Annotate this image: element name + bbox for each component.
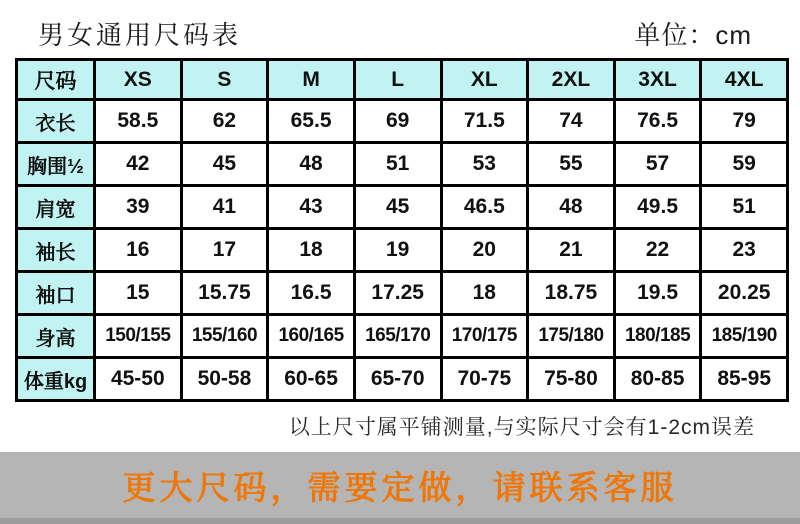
row-label: 身高 bbox=[17, 315, 95, 358]
table-row bbox=[17, 272, 788, 315]
table-row bbox=[17, 358, 788, 401]
column-header: XS bbox=[95, 60, 182, 100]
table-cell: 76.5 bbox=[614, 100, 701, 143]
table-cell: 75-80 bbox=[528, 358, 615, 401]
table-cell: 71.5 bbox=[441, 100, 528, 143]
table-cell: 19.5 bbox=[614, 272, 701, 315]
table-cell: 19 bbox=[354, 229, 441, 272]
table-cell: 22 bbox=[614, 229, 701, 272]
table-cell: 15.75 bbox=[181, 272, 268, 315]
table-cell: 45 bbox=[354, 186, 441, 229]
table-cell: 45 bbox=[181, 143, 268, 186]
table-row bbox=[17, 100, 788, 143]
table-cell: 62 bbox=[181, 100, 268, 143]
table-cell: 58.5 bbox=[95, 100, 182, 143]
table-cell: 150/155 bbox=[95, 315, 182, 358]
table-cell: 16.5 bbox=[268, 272, 355, 315]
size-column-header: 尺码 bbox=[17, 60, 95, 100]
table-cell: 15 bbox=[95, 272, 182, 315]
table-cell: 43 bbox=[268, 186, 355, 229]
table-cell: 16 bbox=[95, 229, 182, 272]
table-row bbox=[17, 186, 788, 229]
table-cell: 175/180 bbox=[528, 315, 615, 358]
table-cell: 180/185 bbox=[614, 315, 701, 358]
measurement-note: 以上尺寸属平铺测量,与实际尺寸会有1-2cm误差 bbox=[288, 416, 755, 439]
table-cell: 21 bbox=[528, 229, 615, 272]
column-header: L bbox=[354, 60, 441, 100]
column-header: 3XL bbox=[614, 60, 701, 100]
table-cell: 65-70 bbox=[354, 358, 441, 401]
table-cell: 17.25 bbox=[354, 272, 441, 315]
table-cell: 45-50 bbox=[95, 358, 182, 401]
row-label: 衣长 bbox=[17, 100, 95, 143]
column-header: M bbox=[268, 60, 355, 100]
table-cell: 85-95 bbox=[701, 358, 788, 401]
table-cell: 160/165 bbox=[268, 315, 355, 358]
row-label: 胸围½ bbox=[17, 143, 95, 186]
table-cell: 18 bbox=[441, 272, 528, 315]
table-cell: 17 bbox=[181, 229, 268, 272]
banner-text: 更大尺码，需要定做，请联系客服 bbox=[122, 468, 678, 506]
size-table bbox=[15, 58, 789, 402]
table-cell: 39 bbox=[95, 186, 182, 229]
table-cell: 51 bbox=[354, 143, 441, 186]
unit-label: 单位：cm bbox=[634, 20, 752, 50]
column-header: XL bbox=[441, 60, 528, 100]
table-cell: 18.75 bbox=[528, 272, 615, 315]
table-cell: 65.5 bbox=[268, 100, 355, 143]
table-cell: 60-65 bbox=[268, 358, 355, 401]
header-row bbox=[17, 60, 788, 100]
table-cell: 155/160 bbox=[181, 315, 268, 358]
table-cell: 23 bbox=[701, 229, 788, 272]
table-cell: 69 bbox=[354, 100, 441, 143]
table-cell: 55 bbox=[528, 143, 615, 186]
table-cell: 41 bbox=[181, 186, 268, 229]
row-label: 肩宽 bbox=[17, 186, 95, 229]
row-label: 袖长 bbox=[17, 229, 95, 272]
table-cell: 70-75 bbox=[441, 358, 528, 401]
table-cell: 51 bbox=[701, 186, 788, 229]
custom-size-banner bbox=[0, 452, 800, 524]
table-cell: 48 bbox=[268, 143, 355, 186]
table-cell: 18 bbox=[268, 229, 355, 272]
page-title: 男女通用尺码表 bbox=[38, 20, 242, 50]
table-cell: 42 bbox=[95, 143, 182, 186]
row-label: 袖口 bbox=[17, 272, 95, 315]
table-cell: 170/175 bbox=[441, 315, 528, 358]
table-row bbox=[17, 143, 788, 186]
table-cell: 74 bbox=[528, 100, 615, 143]
table-cell: 48 bbox=[528, 186, 615, 229]
table-cell: 165/170 bbox=[354, 315, 441, 358]
table-row bbox=[17, 315, 788, 358]
table-cell: 20.25 bbox=[701, 272, 788, 315]
table-cell: 57 bbox=[614, 143, 701, 186]
table-cell: 79 bbox=[701, 100, 788, 143]
size-table-header bbox=[17, 60, 788, 100]
table-cell: 185/190 bbox=[701, 315, 788, 358]
table-cell: 53 bbox=[441, 143, 528, 186]
table-cell: 50-58 bbox=[181, 358, 268, 401]
column-header: 2XL bbox=[528, 60, 615, 100]
size-table-body bbox=[17, 100, 788, 401]
table-cell: 49.5 bbox=[614, 186, 701, 229]
table-cell: 80-85 bbox=[614, 358, 701, 401]
table-cell: 59 bbox=[701, 143, 788, 186]
table-cell: 20 bbox=[441, 229, 528, 272]
table-row bbox=[17, 229, 788, 272]
column-header: S bbox=[181, 60, 268, 100]
column-header: 4XL bbox=[701, 60, 788, 100]
row-label: 体重kg bbox=[17, 358, 95, 401]
table-cell: 46.5 bbox=[441, 186, 528, 229]
